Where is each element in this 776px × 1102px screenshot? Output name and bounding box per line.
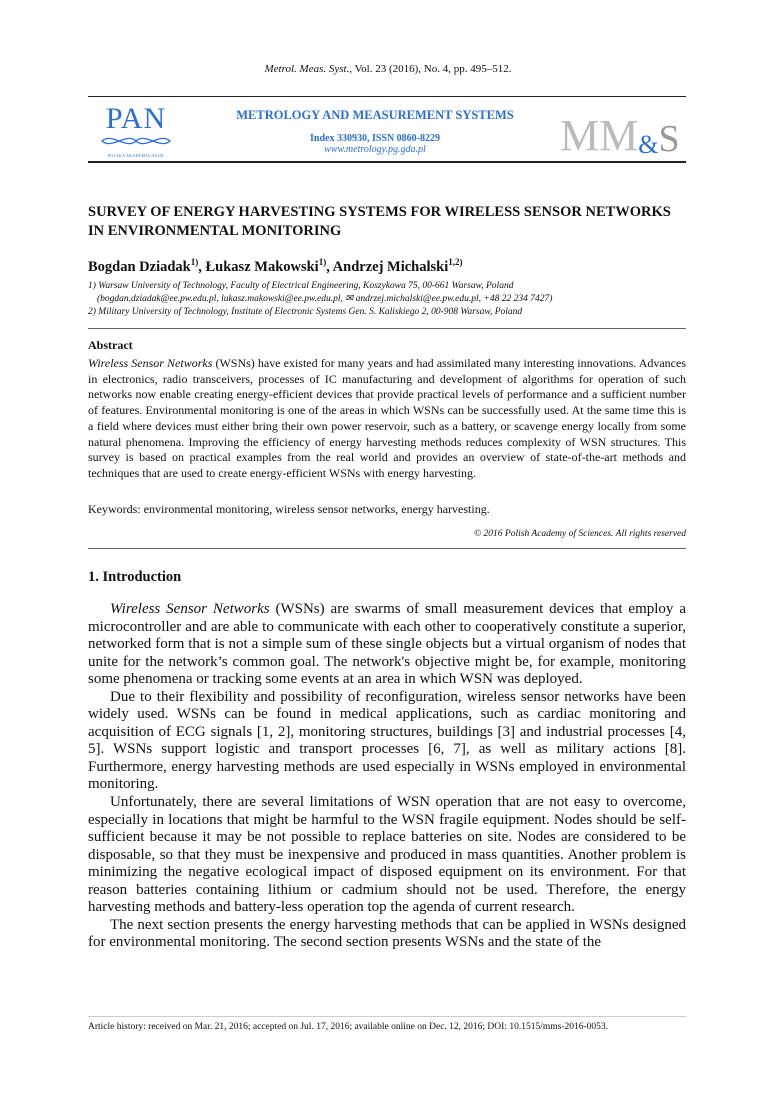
paragraph: Due to their flexibility and possibility of reconfiguration, wireless sensor networks have been widely used. WSNs can be found in medical applications, such as cardiac monitoring and acquisition of ECG signals [1, 2], monitoring structures, buildings [3] and industrial processes [4, 5]. WSNs support logistic and transport processes [6, 7], as well as military actions [8]. Furthermore, energy harvesting methods are used especially in WSNs employed in environmental monitoring. <box>88 688 686 793</box>
pan-logo <box>96 104 176 158</box>
mms-logo-m: MM <box>560 111 639 160</box>
journal-index: Index 330930, ISSN 0860-8229 <box>309 133 441 144</box>
author-name: Andrzej Michalski <box>332 258 449 275</box>
abstract-body: (WSNs) have existed for many years and had assimilated many interesting innovations. Advances in electronics, radio transceivers, processes of IC manufacturing and development of algorithms for operation of such networks now enable creating energy-efficient devices that provide practical levels of performance and a sufficient number of features. Environmental monitoring is one of the areas in which WSNs can be successfully used. At the same time this is a field where devices must either bring their own power reservoir, such as a battery, or scavenge energy locally from some natural phenomena. Improving the efficiency of energy harvesting methods reduces complexity of WSN structures. This survey is based on practical examples from the real world and provides an overview of state-of-the-art methods and techniques that are used to create energy-efficient WSNs with energy harvesting. <box>88 356 687 480</box>
mms-logo <box>560 104 688 158</box>
paragraph <box>88 601 686 689</box>
section-heading: 1. Introduction <box>88 569 182 585</box>
introduction-body <box>88 601 686 1016</box>
authors: Bogdan Dziadak$^{1)}$, Łukasz Makowski$^{1)}$, Andrzej Michalski$^{1,2)}$ <box>88 257 463 275</box>
journal-title: METROLOGY AND MEASUREMENT SYSTEMS <box>236 108 514 122</box>
journal-masthead <box>190 108 560 155</box>
volume-info: , Vol. 23 (2016), No. 4, pp. 495–512. <box>349 63 512 75</box>
divider <box>88 328 686 329</box>
author-name: Bogdan Dziadak <box>88 258 191 275</box>
abstract-text <box>88 356 686 482</box>
divider <box>88 548 686 549</box>
paragraph: Unfortunately, there are several limitations of WSN operation that are not easy to overcome, especially in locations that might be harmful to the WSN fragile equipment. Nodes should be self-sufficient because it may be not possible to replace batteries on site. Nodes are considered to be disposable, so that they must be inexpensive and produced in mass quantities. Another problem is minimizing the negative ecological impact of disposed equipment on its environment. For that reason batteries containing lithium or cadmium should not be used. Therefore, the energy harvesting methods and battery-less operation top the agenda of current research. <box>88 794 686 916</box>
author-affil: 1) <box>190 257 199 267</box>
abstract-lead: Wireless Sensor Networks <box>88 356 213 370</box>
article-history: Article history: received on Mar. 21, 2016; accepted on Jul. 17, 2016; available online on Dec. 12, 2016; DOI: 10.1515/mms-2016-0053. <box>88 1022 609 1032</box>
pan-logo-text: PAN <box>105 102 167 135</box>
keywords: Keywords: environmental monitoring, wireless sensor networks, energy harvesting. <box>88 502 490 516</box>
author-affil: 1,2) <box>448 257 463 267</box>
mms-logo-s: S <box>658 118 680 160</box>
contact-info: (bogdan.dziadak@ee.pw.edu.pl, lukasz.makowski@ee.pw.edu.pl, ✉ andrzej.michalski@ee.pw.edu.pl, +48 22 234 7427) <box>97 294 553 304</box>
footer-rule <box>88 1016 686 1017</box>
paper-title: SURVEY OF ENERGY HARVESTING SYSTEMS FOR WIRELESS SENSOR NETWORKS IN ENVIRONMENTAL MONITORING <box>88 204 671 239</box>
pan-logo-subtitle: POLSKA AKADEMIA NAUK <box>107 153 165 158</box>
affiliation-1: 1) Warsaw University of Technology, Faculty of Electrical Engineering, Koszykowa 75, 00-661 Warsaw, Poland <box>88 281 514 291</box>
paragraph-lead: Wireless Sensor Networks <box>110 601 270 617</box>
paragraph: The next section presents the energy harvesting methods that can be applied in WSNs designed for environmental monitoring. The second section presents WSNs and the state of the <box>88 916 686 951</box>
header-rule-bottom <box>88 161 686 163</box>
affiliations <box>88 280 688 319</box>
journal-abbrev: Metrol. Meas. Syst. <box>264 63 350 75</box>
copyright: © 2016 Polish Academy of Sciences. All rights reserved <box>473 529 686 539</box>
infinity-icon <box>98 134 174 148</box>
paragraph-text: (WSNs) are swarms of small measurement devices that employ a microcontroller and are able to communicate with each other to cooperatively constitute a superior, networked form that is not a simple sum of these single objects but a virtual organism of nodes that unite for the network’s common goal. The network's objective might be, for example, monitoring some phenomena or tracking some events at an area in which WSN was deployed. <box>88 601 686 688</box>
main-flow <box>88 568 686 1052</box>
mms-logo-amp: & <box>638 130 659 159</box>
journal-website[interactable]: www.metrology.pg.gda.pl <box>324 144 426 155</box>
journal-reference <box>0 63 776 75</box>
affiliation-2: 2) Military University of Technology, Institute of Electronic Systems Gen. S. Kaliskiego 2, 00-908 Warsaw, Poland <box>88 307 523 317</box>
abstract-heading: Abstract <box>88 338 133 352</box>
author-name: Łukasz Makowski <box>205 258 319 275</box>
header-rule-top <box>88 96 686 97</box>
author-affil: 1) <box>318 257 327 267</box>
